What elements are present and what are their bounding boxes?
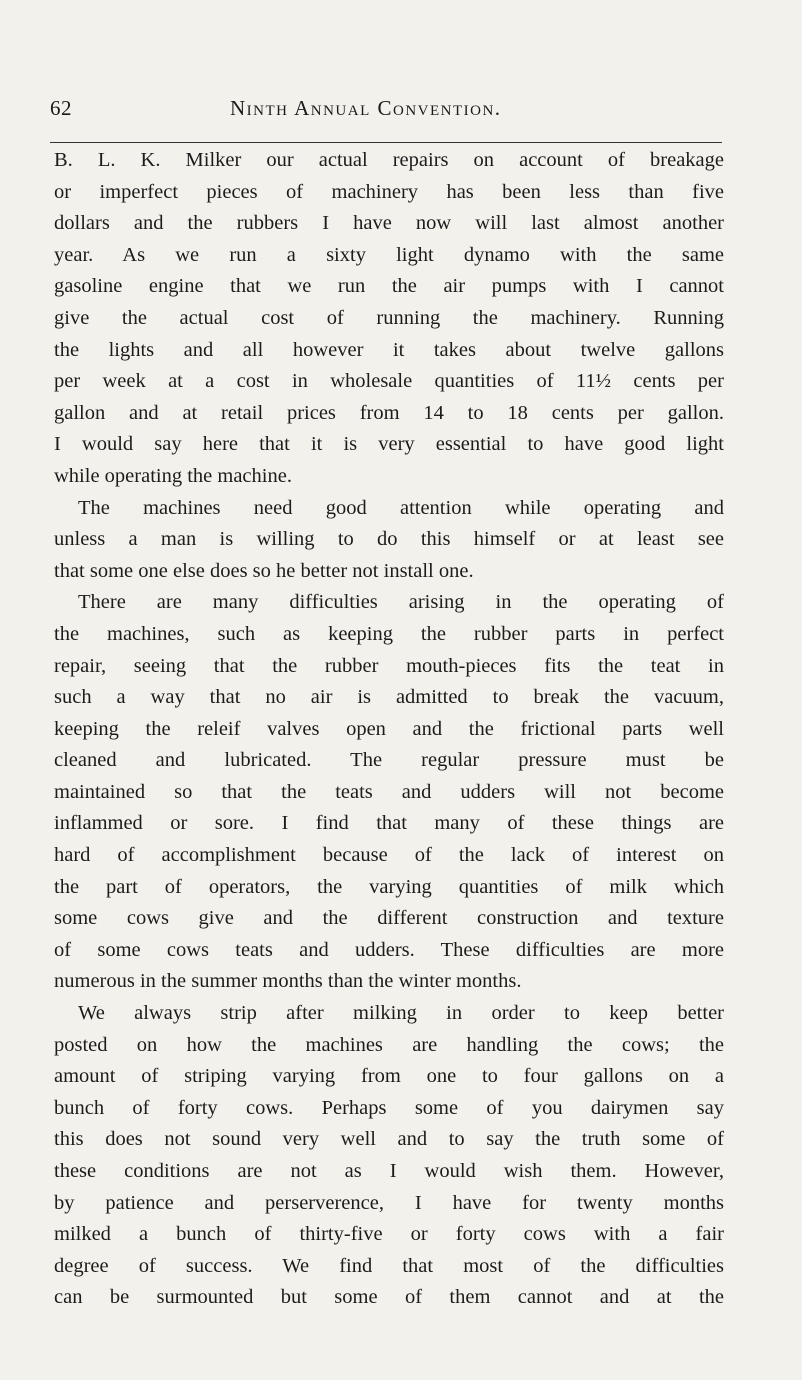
text-line: this does not sound very well and to say the truth some of (54, 1128, 724, 1151)
text-line: I would say here that it is very essential to have good light (54, 433, 724, 456)
text-line: dollars and the rubbers I have now will last almost another (54, 212, 724, 235)
text-line: The machines need good attention while operating and (78, 496, 724, 519)
text-line: inflammed or sore. I find that many of these things are (54, 812, 724, 835)
text-line: gasoline engine that we run the air pumps with I cannot (54, 275, 724, 298)
body-text (54, 145, 724, 1314)
text-line: can be surmounted but some of them cannot and at the (54, 1286, 724, 1309)
text-line: year. As we run a sixty light dynamo with the same (54, 243, 724, 266)
text-line: B. L. K. Milker our actual repairs on account of breakage (54, 149, 724, 171)
text-line: such a way that no air is admitted to break the vacuum, (54, 686, 724, 709)
text-line: We always strip after milking in order to keep better (78, 1002, 724, 1025)
text-line: hard of accomplishment because of the lack of interest on (54, 844, 724, 867)
running-title: Ninth Annual Convention. (230, 96, 502, 120)
header-rule (50, 142, 722, 143)
text-line: repair, seeing that the rubber mouth-pieces fits the teat in (54, 654, 724, 677)
text-line: unless a man is willing to do this himself or at least see (54, 528, 724, 551)
text-line: numerous in the summer months than the winter months. (54, 970, 522, 993)
text-line: the lights and all however it takes about twelve gallons (54, 338, 724, 361)
text-line: of some cows teats and udders. These difficulties are more (54, 938, 724, 961)
text-line: these conditions are not as I would wish them. However, (54, 1160, 724, 1182)
text-line: while operating the machine. (54, 464, 292, 487)
text-line: the machines, such as keeping the rubber parts in perfect (54, 622, 724, 645)
text-line: maintained so that the teats and udders will not become (54, 780, 724, 803)
text-line: There are many difficulties arising in the operating of (78, 591, 724, 614)
text-line: give the actual cost of running the machinery. Running (54, 306, 724, 329)
text-line: posted on how the machines are handling the cows; the (54, 1033, 724, 1056)
text-line: per week at a cost in wholesale quantities of 11½ cents per (54, 370, 724, 393)
text-line: amount of striping varying from one to four gallons on a (54, 1065, 724, 1088)
text-line: that some one else does so he better not install one. (54, 559, 474, 582)
text-line: or imperfect pieces of machinery has been less than five (54, 180, 724, 203)
text-line: bunch of forty cows. Perhaps some of you dairymen say (54, 1096, 724, 1119)
text-line: degree of success. We find that most of the difficulties (54, 1254, 724, 1277)
text-line: some cows give and the different construction and texture (54, 907, 724, 930)
text-line: keeping the releif valves open and the frictional parts well (54, 717, 724, 740)
page-number: 62 (50, 96, 72, 120)
text-line: gallon and at retail prices from 14 to 18 cents per gallon. (54, 401, 724, 424)
text-line: the part of operators, the varying quantities of milk which (54, 875, 724, 898)
text-line: cleaned and lubricated. The regular pressure must be (54, 749, 724, 772)
page-header (50, 96, 720, 126)
text-line: milked a bunch of thirty-five or forty cows with a fair (54, 1223, 724, 1246)
text-line: by patience and perserverence, I have for twenty months (54, 1191, 724, 1214)
